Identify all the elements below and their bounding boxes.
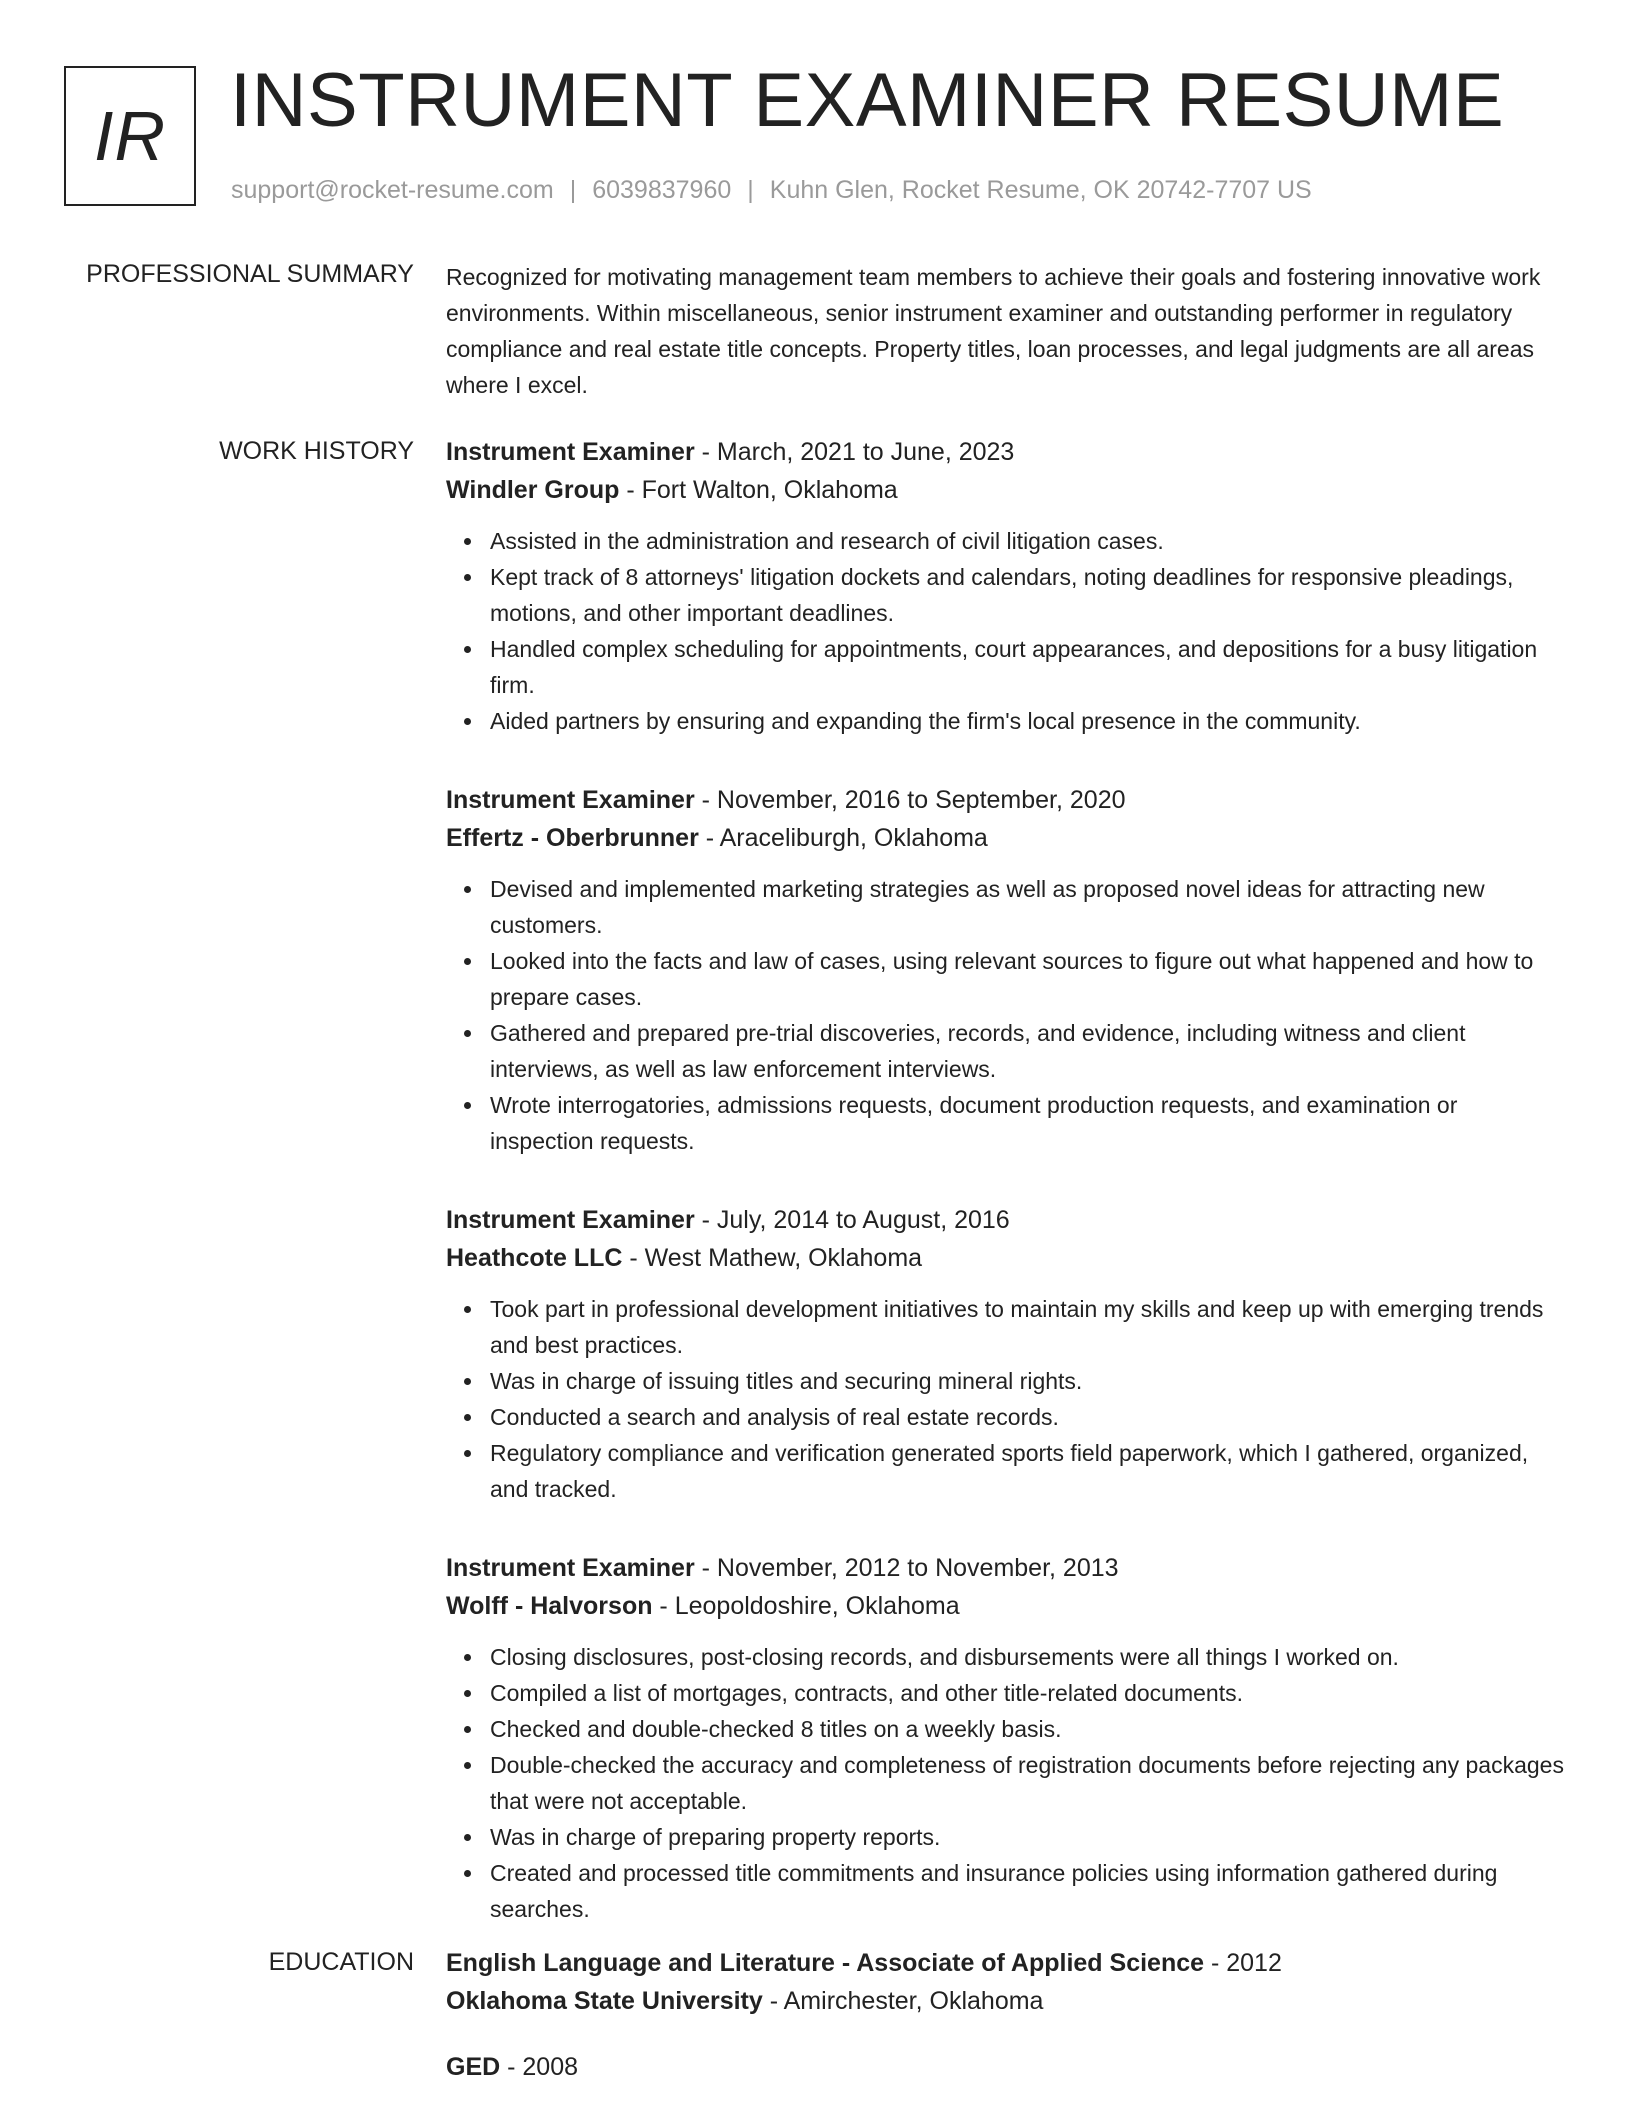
education-entry xyxy=(446,2048,1566,2086)
job-company-line xyxy=(446,1587,1566,1625)
education-year: - 2012 xyxy=(1204,1949,1282,1977)
job-title: Instrument Examiner xyxy=(446,1554,695,1582)
job-bullets xyxy=(446,871,1566,1159)
section-label-education: EDUCATION xyxy=(268,1948,414,1976)
job-bullet-item: Devised and implemented marketing strategies as well as proposed novel ideas for attracting new customers. xyxy=(490,871,1566,943)
contact-phone[interactable]: 6039837960 xyxy=(592,176,732,204)
job-bullet-item: Conducted a search and analysis of real estate records. xyxy=(490,1399,1566,1435)
job-company-line xyxy=(446,1239,1566,1277)
summary-text: Recognized for motivating management team members to achieve their goals and fostering innovative work environments. Within miscellaneous, senior instrument examiner and outstanding performer in regulatory compliance and real estate title concepts. Property titles, loan processes, and legal judgments are all areas where I excel. xyxy=(446,264,1541,398)
job-bullets xyxy=(446,1639,1566,1927)
contact-separator: | xyxy=(569,176,577,204)
section-label-summary: PROFESSIONAL SUMMARY xyxy=(86,260,414,288)
education-location: - Amirchester, Oklahoma xyxy=(762,1987,1044,2015)
job-company-line xyxy=(446,471,1566,509)
contact-separator: | xyxy=(747,176,754,204)
job-bullet-item: Took part in professional development initiatives to maintain my skills and keep up with emerging trends and best practices. xyxy=(490,1291,1566,1363)
job-title-line xyxy=(446,1201,1566,1239)
job-bullet-item: Looked into the facts and law of cases, using relevant sources to figure out what happened and how to prepare cases. xyxy=(490,943,1566,1015)
education-school-line xyxy=(446,1982,1566,2020)
monogram-logo: IR xyxy=(64,66,196,206)
education-degree: English Language and Literature - Associate of Applied Science xyxy=(446,1949,1205,1977)
job-bullet-item: Was in charge of issuing titles and securing mineral rights. xyxy=(490,1363,1566,1399)
resume-title: INSTRUMENT EXAMINER RESUME xyxy=(230,58,1505,143)
job-entry xyxy=(446,1201,1566,1507)
job-entry xyxy=(446,781,1566,1159)
job-bullet-item: Closing disclosures, post-closing records, and disbursements were all things I worked on. xyxy=(490,1639,1566,1675)
job-dates: - November, 2016 to September, 2020 xyxy=(694,786,1126,814)
contact-line xyxy=(231,174,1312,206)
job-title-line xyxy=(446,1549,1566,1587)
job-company-line xyxy=(446,819,1566,857)
job-location: - Fort Walton, Oklahoma xyxy=(619,476,898,504)
job-company: Wolff - Halvorson xyxy=(446,1592,653,1620)
contact-address: Kuhn Glen, Rocket Resume, OK 20742-7707 US xyxy=(769,176,1312,204)
job-entry xyxy=(446,1549,1566,1927)
education-year: - 2008 xyxy=(500,2053,579,2081)
job-bullet-item: Handled complex scheduling for appointments, court appearances, and depositions for a busy litigation firm. xyxy=(490,631,1566,703)
job-bullet-item: Aided partners by ensuring and expanding the firm's local presence in the community. xyxy=(490,703,1566,739)
section-label-work-history: WORK HISTORY xyxy=(219,437,414,465)
job-bullet-item: Created and processed title commitments and insurance policies using information gathered during searches. xyxy=(490,1855,1566,1927)
job-company: Effertz - Oberbrunner xyxy=(446,824,699,852)
job-location: - Leopoldoshire, Oklahoma xyxy=(652,1592,960,1620)
job-entry xyxy=(446,433,1566,739)
job-location: - West Mathew, Oklahoma xyxy=(622,1244,923,1272)
education-degree-line xyxy=(446,1944,1566,1982)
job-bullet-item: Assisted in the administration and research of civil litigation cases. xyxy=(490,523,1566,559)
job-title: Instrument Examiner xyxy=(446,1206,695,1234)
job-dates: - March, 2021 to June, 2023 xyxy=(694,438,1015,466)
job-title: Instrument Examiner xyxy=(446,786,695,814)
work-history-list xyxy=(446,433,1566,1969)
education-degree-line xyxy=(446,2048,1566,2086)
job-title: Instrument Examiner xyxy=(446,438,695,466)
job-bullet-item: Kept track of 8 attorneys' litigation dockets and calendars, noting deadlines for responsive pleadings, motions, and other important deadlines. xyxy=(490,559,1566,631)
contact-email[interactable]: support@rocket-resume.com xyxy=(231,176,554,204)
job-title-line xyxy=(446,433,1566,471)
job-bullet-item: Wrote interrogatories, admissions requests, document production requests, and examination or inspection requests. xyxy=(490,1087,1566,1159)
job-bullets xyxy=(446,523,1566,739)
job-location: - Araceliburgh, Oklahoma xyxy=(698,824,988,852)
education-list xyxy=(446,1944,1566,2114)
education-degree: GED xyxy=(446,2053,501,2081)
job-bullet-item: Was in charge of preparing property reports. xyxy=(490,1819,1566,1855)
job-bullet-item: Regulatory compliance and verification generated sports field paperwork, which I gathered, organized, and tracked. xyxy=(490,1435,1566,1507)
job-bullet-item: Gathered and prepared pre-trial discoveries, records, and evidence, including witness and client interviews, as well as law enforcement interviews. xyxy=(490,1015,1566,1087)
job-bullet-item: Double-checked the accuracy and completeness of registration documents before rejecting any packages that were not acceptable. xyxy=(490,1747,1566,1819)
education-school: Oklahoma State University xyxy=(446,1987,763,2015)
job-bullet-item: Compiled a list of mortgages, contracts, and other title-related documents. xyxy=(490,1675,1566,1711)
job-title-line xyxy=(446,781,1566,819)
job-dates: - November, 2012 to November, 2013 xyxy=(694,1554,1119,1582)
job-company: Windler Group xyxy=(446,476,620,504)
job-dates: - July, 2014 to August, 2016 xyxy=(694,1206,1010,1234)
education-entry xyxy=(446,1944,1566,2020)
job-bullet-item: Checked and double-checked 8 titles on a weekly basis. xyxy=(490,1711,1566,1747)
job-company: Heathcote LLC xyxy=(446,1244,623,1272)
job-bullets xyxy=(446,1291,1566,1507)
